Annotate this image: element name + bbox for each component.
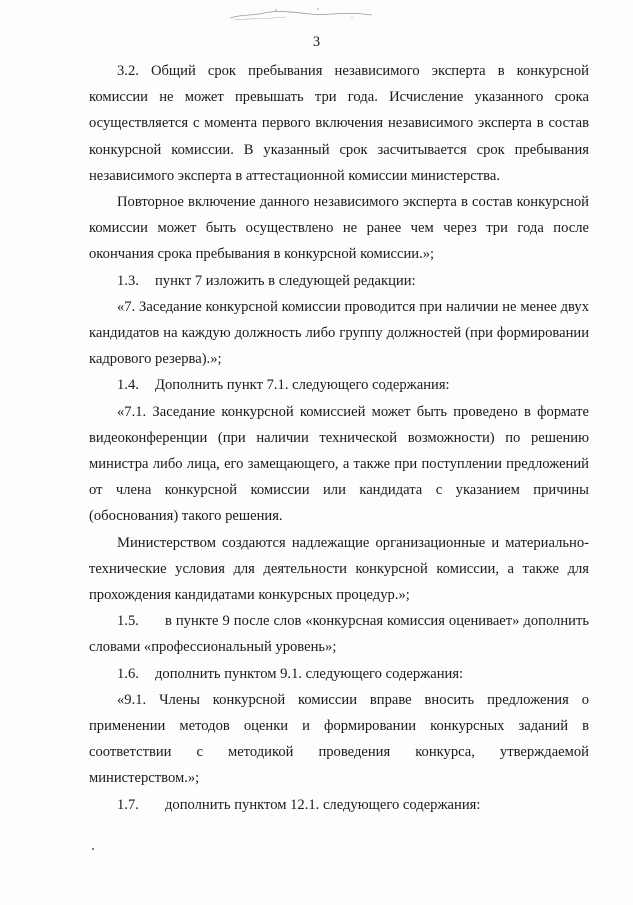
item-text: дополнить пунктом 9.1. следующего содержания: bbox=[155, 665, 464, 682]
scan-artifact-mark bbox=[222, 6, 382, 22]
paragraph-3-2: 3.2. Общий срок пребывания независимого эксперта в конкурсной комиссии не может превышать три года. Исчисление указанного срока осуществляется с момента первого включения независимого эксперта в состав конкурсной комиссии. В указанный срок засчитывается срок пребывания независимого эксперта в аттестационной комиссии министерства. bbox=[89, 63, 589, 184]
paragraph-clause-9-1: «9.1. Члены конкурсной комиссии вправе вносить предложения о применении методов оценки и формировании конкурсных заданий в соответствии с методикой проведения конкурса, утверждаемой министерством.»; bbox=[89, 691, 589, 787]
paragraph-ministry-conditions: Министерством создаются надлежащие организационные и материально-технические условия для деятельности конкурсной комиссии, а также для прохождения кандидатами конкурсных процедур.»; bbox=[89, 534, 589, 604]
item-number: 1.3. bbox=[117, 272, 139, 289]
document-body bbox=[89, 58, 589, 818]
item-number: 1.7. bbox=[117, 796, 139, 813]
item-text: Дополнить пункт 7.1. следующего содержания: bbox=[155, 377, 450, 394]
item-1-4 bbox=[89, 372, 589, 398]
page-number: 3 bbox=[312, 34, 321, 50]
item-number: 1.4. bbox=[117, 377, 139, 394]
item-1-3 bbox=[89, 268, 589, 294]
scan-speck bbox=[92, 848, 94, 850]
item-text: в пункте 9 после слов «конкурсная комиссия оценивает» дополнить словами «профессиональный уровень»; bbox=[89, 613, 589, 656]
item-number: 1.5. bbox=[117, 613, 139, 630]
item-1-5 bbox=[89, 608, 589, 660]
paragraph-clause-7-1: «7.1. Заседание конкурсной комиссией может быть проведено в формате видеоконференции (при наличии технической возможности) по решению министра либо лица, его замещающего, а также при поступлении предложений от члена конкурсной комиссии или кандидата с указанием причины (обоснования) такого решения. bbox=[89, 403, 589, 525]
item-1-7 bbox=[89, 792, 589, 818]
paragraph-clause-7: «7. Заседание конкурсной комиссии проводится при наличии не менее двух кандидатов на каждую должность либо группу должностей (при формировании кадрового резерва).»; bbox=[89, 298, 589, 368]
item-text: дополнить пунктом 12.1. следующего содержания: bbox=[165, 796, 481, 813]
item-number: 1.6. bbox=[117, 665, 139, 682]
item-text: пункт 7 изложить в следующей редакции: bbox=[155, 272, 416, 289]
item-1-6 bbox=[89, 661, 589, 687]
paragraph-repeat-inclusion: Повторное включение данного независимого эксперта в состав конкурсной комиссии может быть осуществлено не ранее чем через три года после окончания срока пребывания в конкурсной комиссии.»; bbox=[89, 194, 589, 263]
